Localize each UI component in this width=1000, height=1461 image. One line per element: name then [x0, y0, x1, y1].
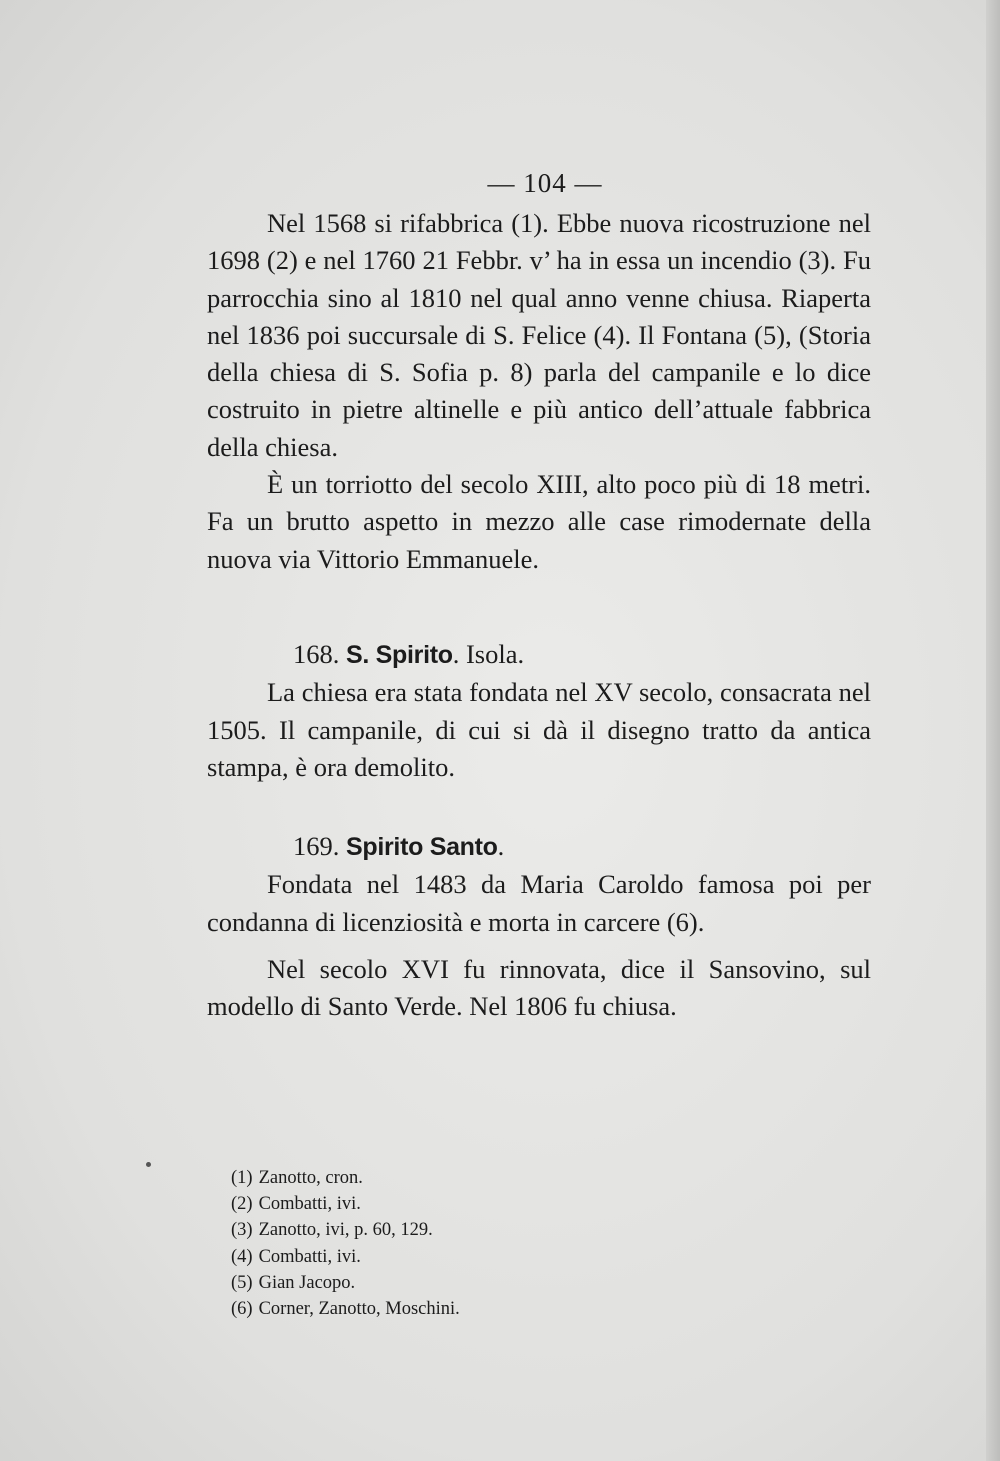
footnote-text: Zanotto, ivi, p. 60, 129.	[258, 1220, 433, 1241]
footnote-mark: (2)	[231, 1194, 253, 1215]
footnote	[231, 1244, 460, 1270]
footnote-mark: (5)	[231, 1272, 253, 1293]
paragraph-2: È un torriotto del secolo XIII, alto poco più di 18 metri. Fa un brutto aspetto in mezzo alle case rimodernate della nuova via Vittorio Emmanuele.	[207, 469, 871, 574]
section-heading-169	[207, 828, 871, 866]
footnotes	[231, 1165, 460, 1322]
footnote-text: Corner, Zanotto, Moschini.	[258, 1299, 460, 1320]
section-number: 168.	[293, 638, 340, 669]
footnote-mark: (4)	[231, 1246, 253, 1267]
section-subtitle: .	[497, 831, 505, 862]
footnote-mark: (3)	[231, 1220, 253, 1241]
footnote	[231, 1270, 460, 1296]
page-edge	[986, 0, 1000, 1461]
section-title: S. Spirito	[346, 640, 453, 669]
paragraph-1: Nel 1568 si rifabbrica (1). Ebbe nuova ricostruzione nel 1698 (2) e nel 1760 21 Febbr. v’ ha in essa un incendio (3). Fu parrocchia sino al 1810 nel qual anno venne chiusa. Riaperta nel 1836 poi succursale di S. Felice (4). Il Fontana (5), (Storia della chiesa di S. Sofia p. 8) parla del campanile e lo dice costruito in pietre altinelle e più antico dell’attuale fabbrica della chiesa.	[207, 208, 871, 462]
footnote	[231, 1191, 460, 1217]
ink-dot	[146, 1162, 151, 1167]
section-169-text-2: Nel secolo XVI fu rinnovata, dice il Sansovino, sul modello di Santo Verde. Nel 1806 fu chiusa.	[207, 954, 871, 1022]
footnote-mark: (6)	[231, 1299, 253, 1320]
footnote-mark: (1)	[231, 1168, 253, 1188]
section-subtitle: . Isola.	[452, 638, 525, 669]
section-heading-168	[207, 636, 871, 674]
section-168-text: La chiesa era stata fondata nel XV secolo, consacrata nel 1505. Il campanile, di cui si dà il disegno tratto da antica stampa, è ora demolito.	[207, 677, 871, 782]
footnote	[231, 1217, 460, 1243]
footnote	[231, 1165, 460, 1191]
section-number: 169.	[293, 831, 340, 862]
section-title: Spirito Santo	[346, 833, 498, 862]
footnote-text: Combatti, ivi.	[258, 1194, 361, 1215]
footnote	[231, 1296, 460, 1322]
section-169-text-1: Fondata nel 1483 da Maria Caroldo famosa poi per condanna di licenziosità e morta in carcere (6).	[207, 869, 871, 937]
footnote-text: Gian Jacopo.	[258, 1272, 356, 1293]
footnote-text: Combatti, ivi.	[258, 1246, 361, 1267]
page-number: — 104 —	[487, 168, 603, 198]
footnote-text: Zanotto, cron.	[258, 1168, 363, 1188]
body-text	[207, 205, 871, 1026]
